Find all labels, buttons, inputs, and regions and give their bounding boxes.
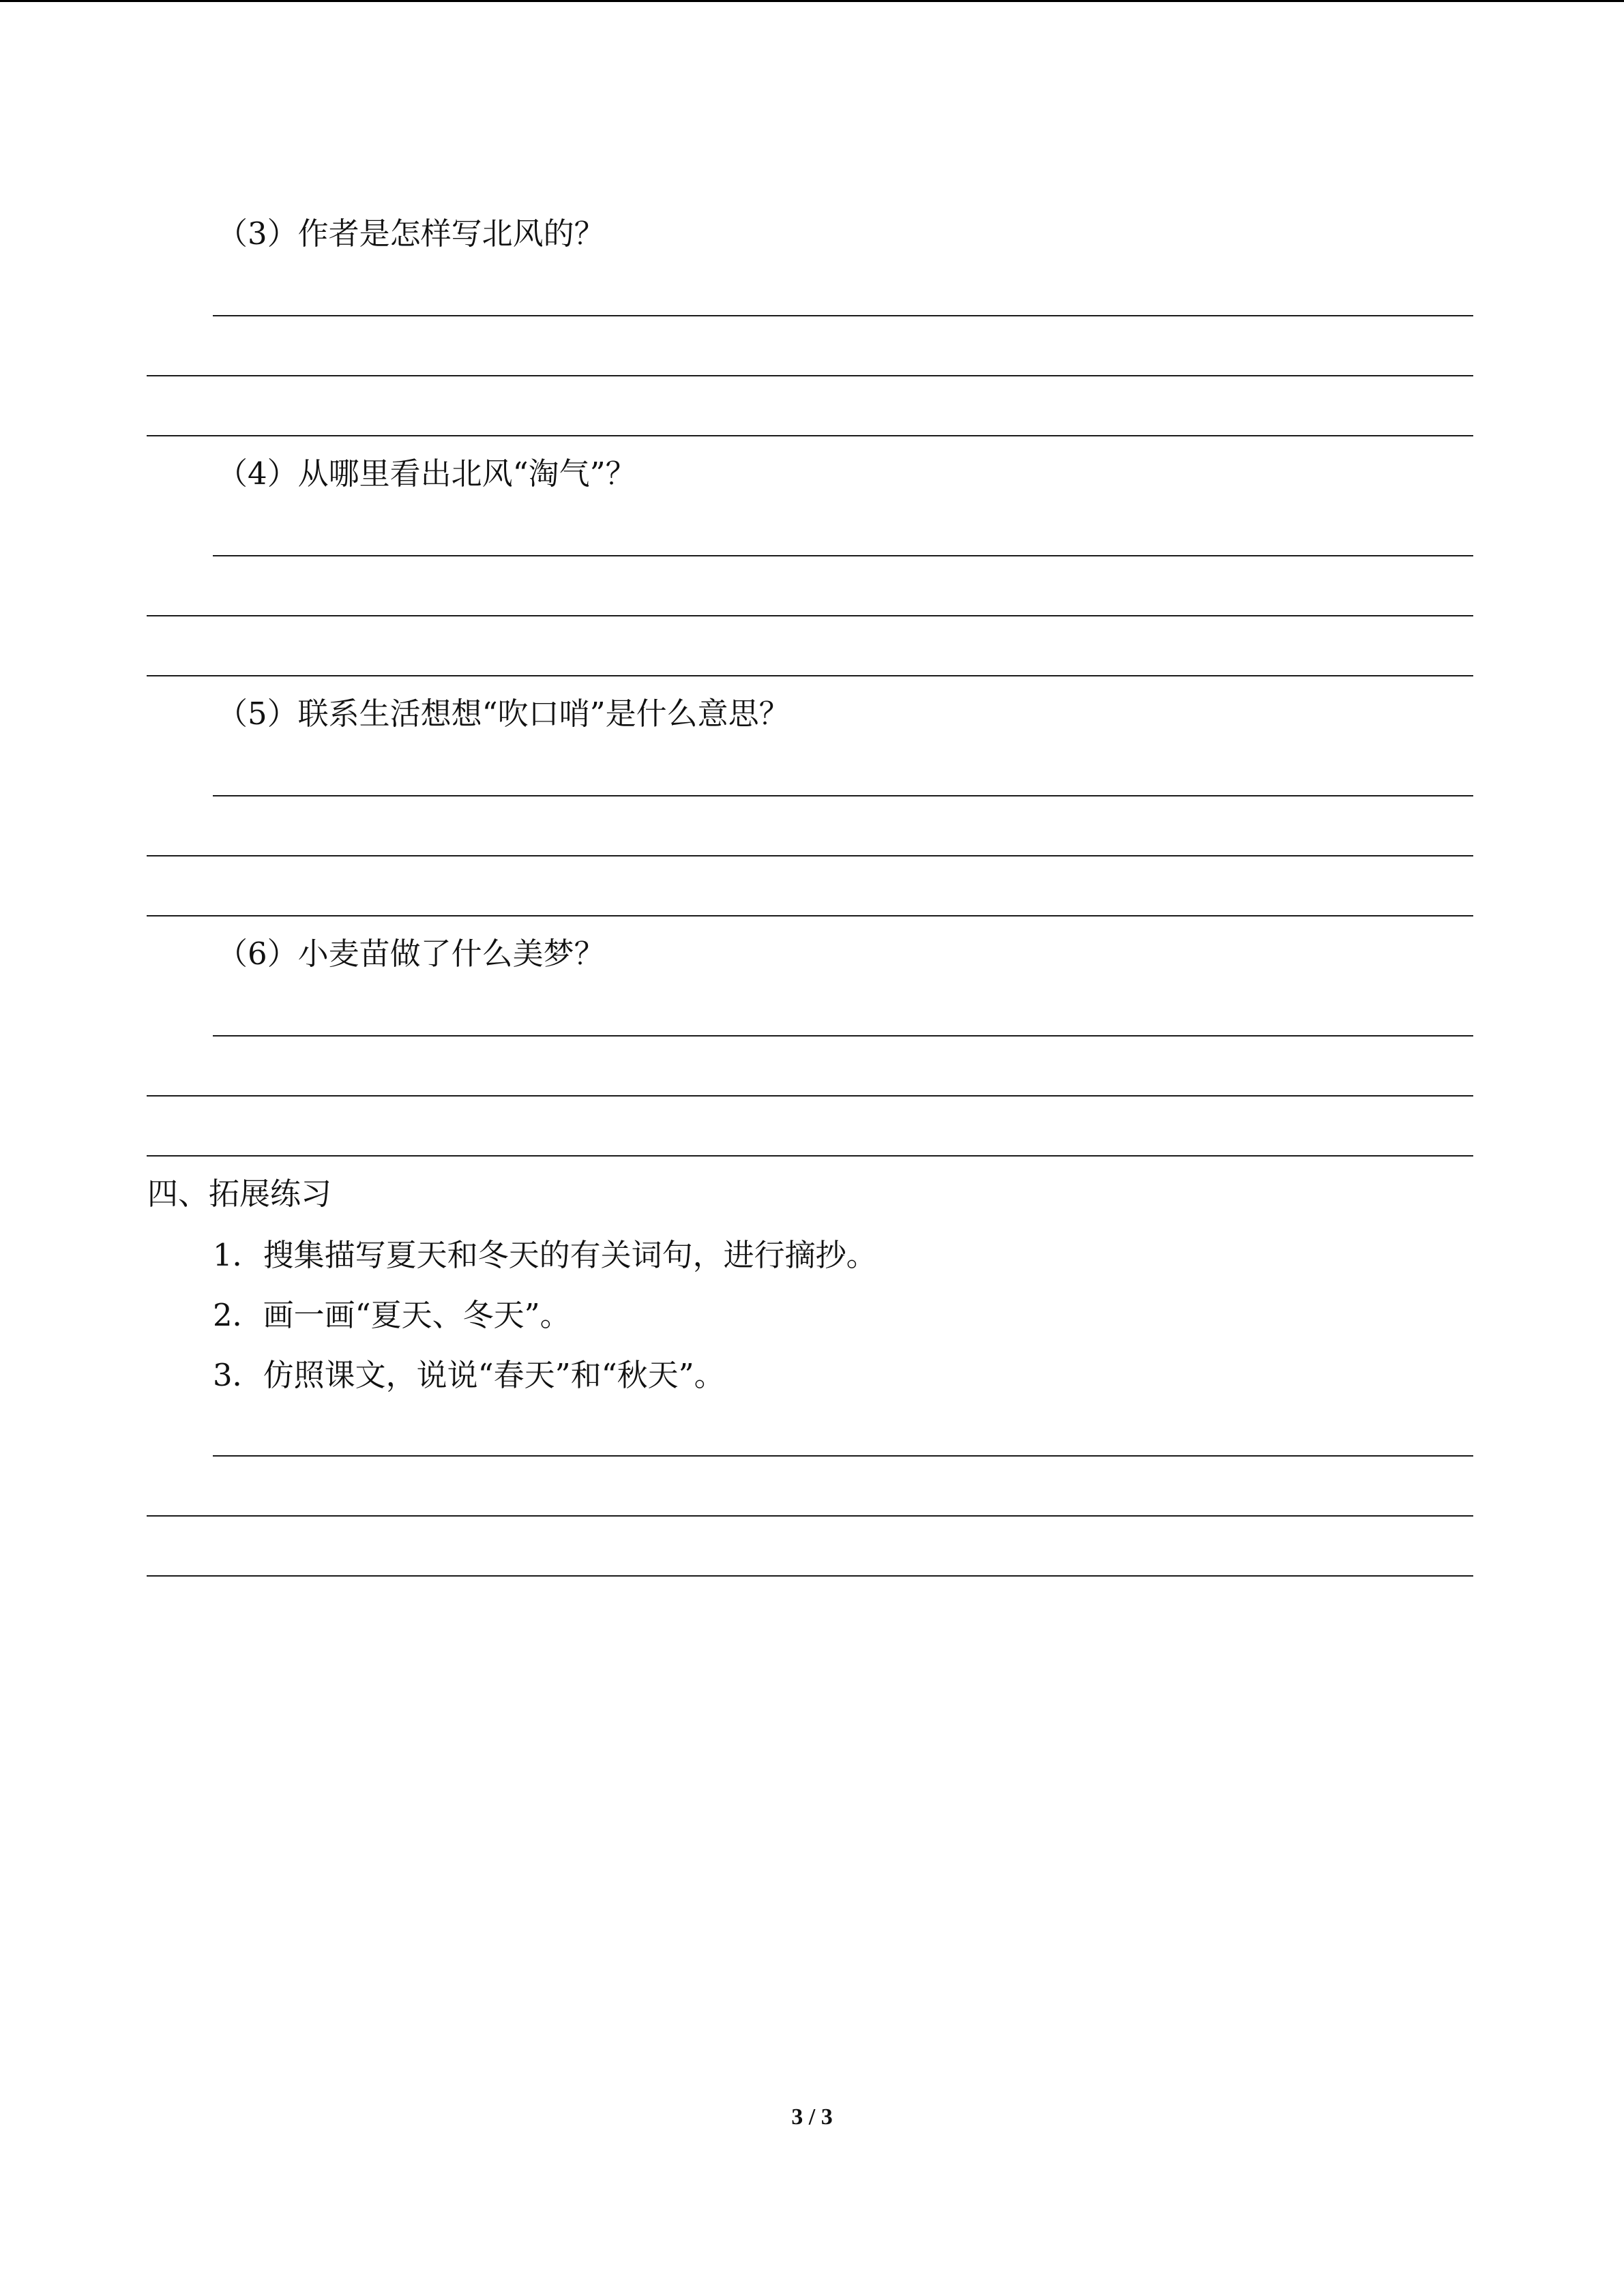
question-6: （6）小麦苗做了什么美梦？ [217, 936, 605, 972]
answer-line[interactable] [213, 795, 1473, 796]
section-heading: 四、拓展练习 [147, 1176, 332, 1212]
exercise-item-2: 2．画一画“夏天、冬天”。 [213, 1297, 571, 1333]
exercise-item-1: 1．搜集描写夏天和冬天的有关词句，进行摘抄。 [213, 1237, 877, 1273]
answer-line[interactable] [147, 1575, 1473, 1577]
answer-line[interactable] [213, 1035, 1473, 1037]
answer-line[interactable] [147, 615, 1473, 616]
exercise-item-3: 3．仿照课文，说说“春天”和“秋天”。 [213, 1357, 725, 1393]
answer-line[interactable] [147, 375, 1473, 376]
question-3: （3）作者是怎样写北风的？ [217, 215, 605, 252]
top-border [0, 0, 1624, 2]
answer-line[interactable] [147, 675, 1473, 676]
page-number: 3 / 3 [791, 2104, 833, 2130]
answer-line[interactable] [213, 1455, 1473, 1457]
question-4: （4）从哪里看出北风“淘气”？ [217, 456, 636, 492]
answer-line[interactable] [147, 435, 1473, 436]
answer-line[interactable] [147, 915, 1473, 916]
answer-line[interactable] [213, 555, 1473, 556]
question-5: （5）联系生活想想“吹口哨”是什么意思？ [217, 696, 790, 732]
answer-line[interactable] [147, 1515, 1473, 1517]
answer-line[interactable] [147, 855, 1473, 856]
answer-line[interactable] [147, 1155, 1473, 1157]
answer-line[interactable] [213, 315, 1473, 316]
answer-line[interactable] [147, 1095, 1473, 1097]
